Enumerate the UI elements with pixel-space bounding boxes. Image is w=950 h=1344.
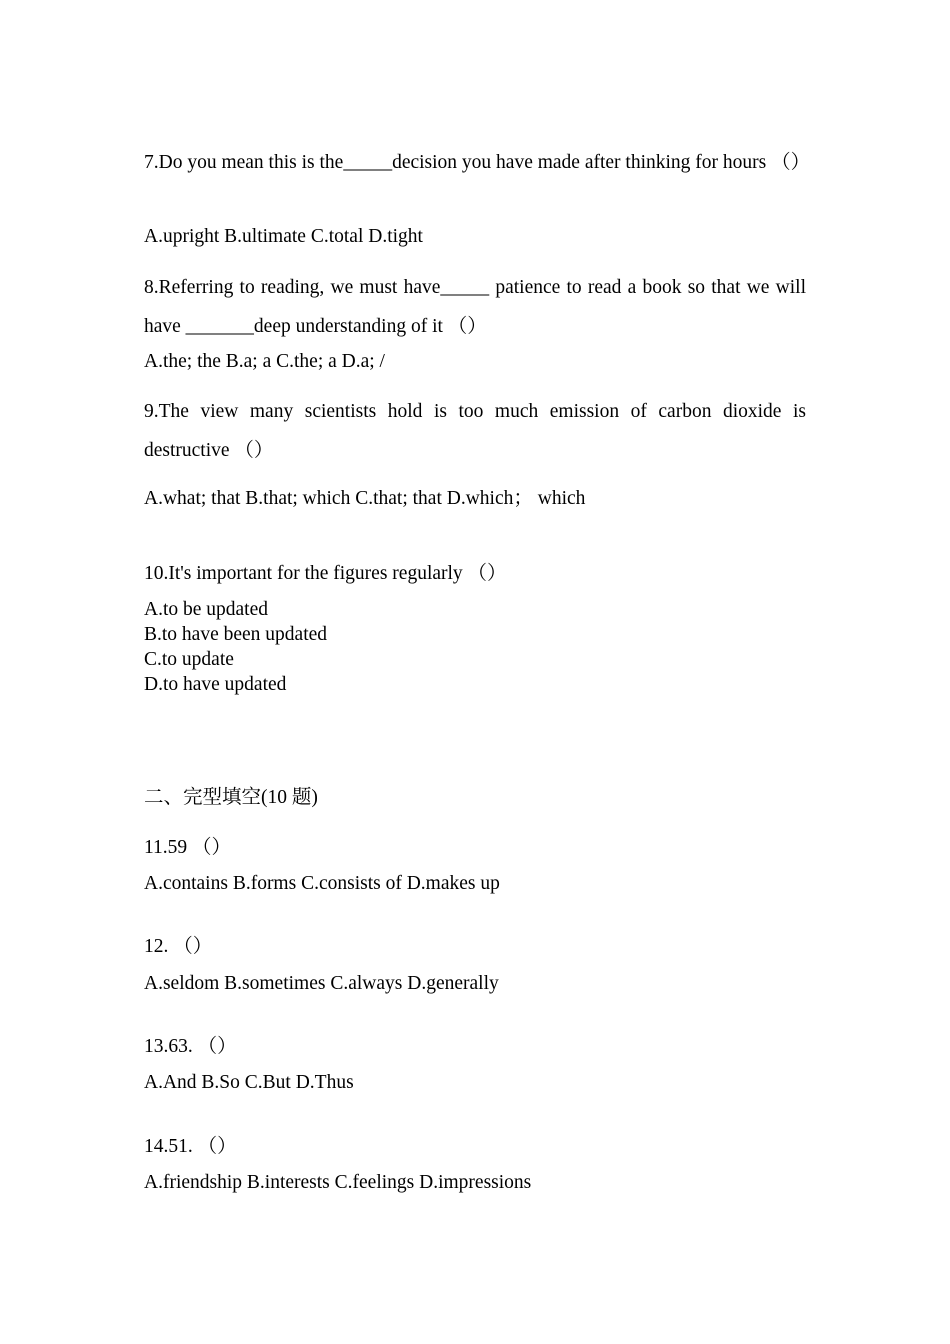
question-9-stem: 9.The view many scientists hold is too much emission of carbon dioxide is destructive （） xyxy=(144,401,806,461)
question-7-stem: 7.Do you mean this is the_____decision you have made after thinking for hours （） xyxy=(144,152,811,173)
question-7-options: A.upright B.ultimate C.total D.tight xyxy=(144,226,423,247)
question-11-stem: 11.59 （） xyxy=(144,837,232,858)
question-10-option-d: D.to have updated xyxy=(144,674,287,695)
question-9-options: A.what; that B.that; which C.that; that D.which； which xyxy=(144,488,586,509)
question-12-stem: 12. （） xyxy=(144,936,213,957)
question-10-option-a: A.to be updated xyxy=(144,599,269,620)
question-10-option-b: B.to have been updated xyxy=(144,624,328,645)
section-2-heading: 二、完型填空(10 题) xyxy=(144,787,318,808)
question-13-stem: 13.63. （） xyxy=(144,1036,237,1057)
question-10-option-c: C.to update xyxy=(144,649,234,670)
question-11-options: A.contains B.forms C.consists of D.makes up xyxy=(144,873,500,894)
question-14-options: A.friendship B.interests C.feelings D.impressions xyxy=(144,1172,532,1193)
question-14-stem: 14.51. （） xyxy=(144,1136,237,1157)
question-12-options: A.seldom B.sometimes C.always D.generally xyxy=(144,973,499,994)
question-10-stem: 10.It's important for the figures regularly （） xyxy=(144,563,507,584)
question-8-options: A.the; the B.a; a C.the; a D.a; / xyxy=(144,351,385,372)
question-8-stem: 8.Referring to reading, we must have_____ patience to read a book so that we will have _______deep understanding of it （） xyxy=(144,277,806,337)
question-13-options: A.And B.So C.But D.Thus xyxy=(144,1072,354,1093)
